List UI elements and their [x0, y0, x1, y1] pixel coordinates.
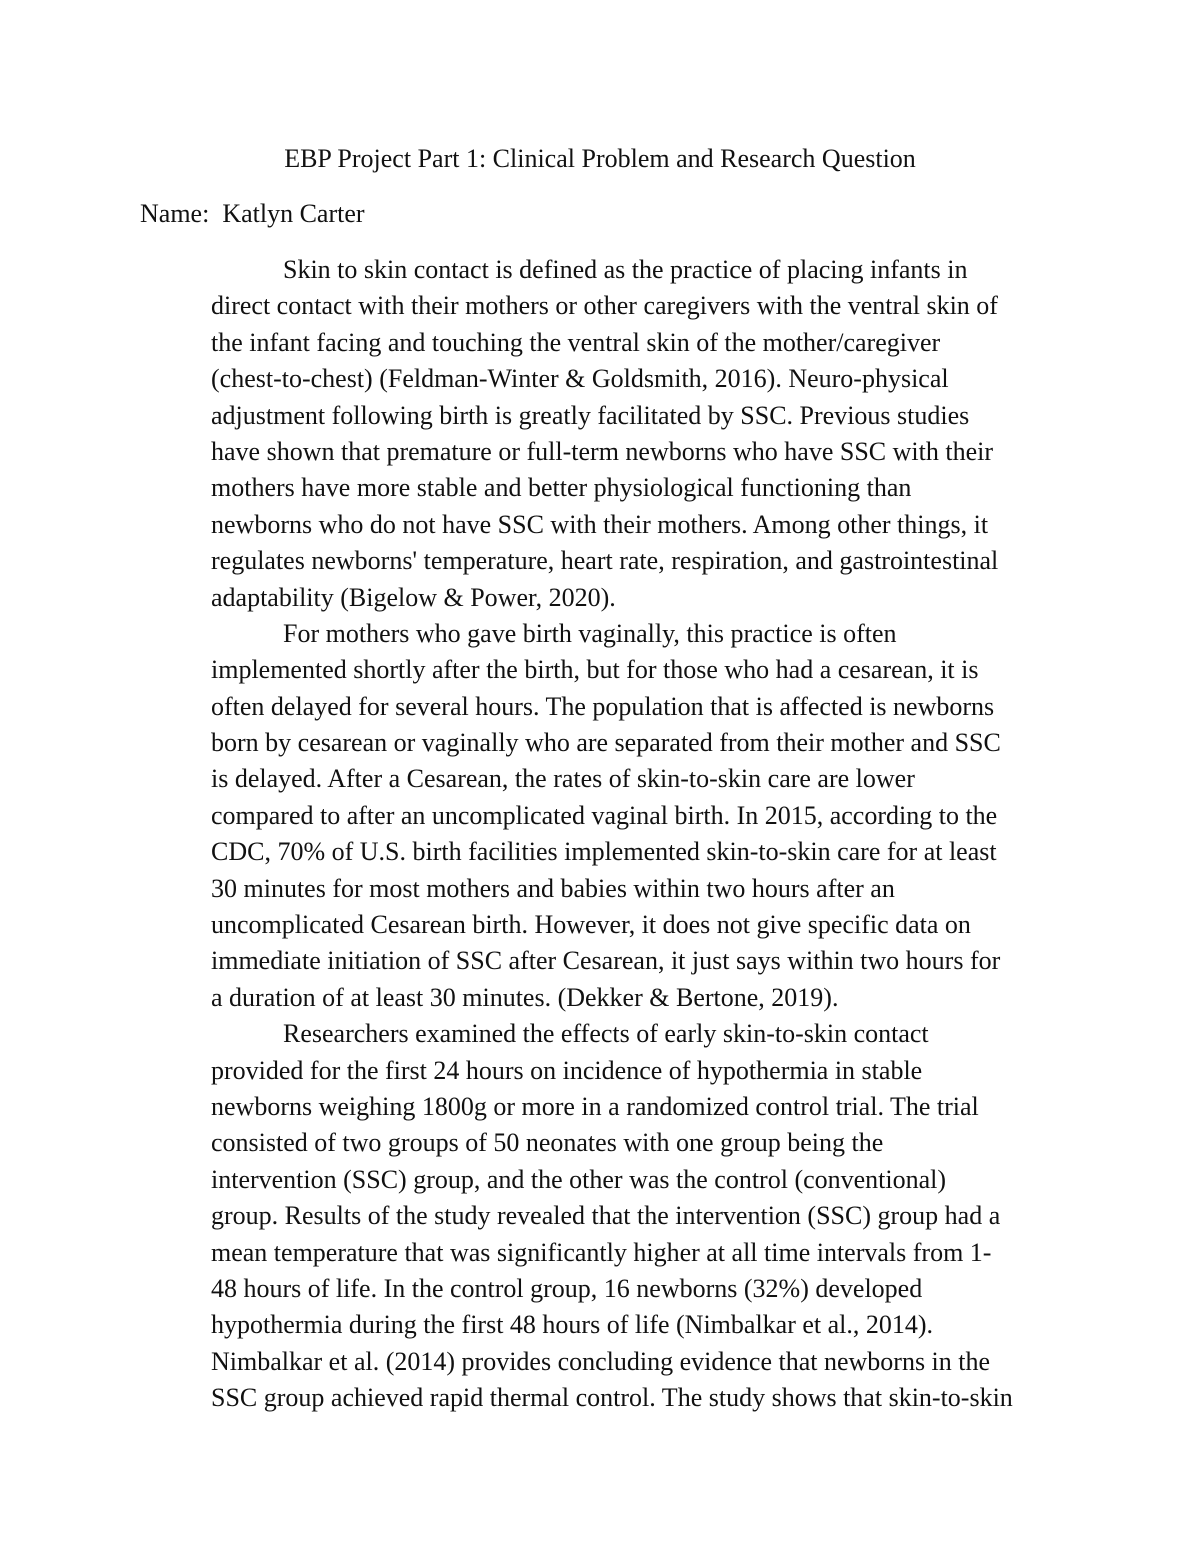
text-line: SSC group achieved rapid thermal control. The study shows that skin-to-skin [211, 1383, 1013, 1413]
text-line: immediate initiation of SSC after Cesarean, it just says within two hours for [211, 946, 1001, 976]
text-line: intervention (SSC) group, and the other was the control (conventional) [211, 1164, 947, 1194]
text-line: mothers have more stable and better physiological functioning than [211, 473, 912, 503]
body-text [211, 252, 1071, 1417]
text-line: hypothermia during the first 48 hours of life (Nimbalkar et al., 2014). [211, 1310, 934, 1340]
text-line: group. Results of the study revealed that the intervention (SSC) group had a [211, 1201, 1001, 1231]
text-line: Researchers examined the effects of early skin-to-skin contact [283, 1019, 929, 1049]
text-line: mean temperature that was significantly higher at all time intervals from 1- [211, 1237, 992, 1267]
text-line: direct contact with their mothers or other caregivers with the ventral skin of [211, 291, 998, 321]
text-line: born by cesarean or vaginally who are separated from their mother and SSC [211, 728, 1001, 758]
text-line: Skin to skin contact is defined as the practice of placing infants in [283, 255, 968, 284]
text-line: uncomplicated Cesarean birth. However, it does not give specific data on [211, 910, 971, 940]
document-title: EBP Project Part 1: Clinical Problem and Research Question [284, 144, 916, 173]
text-line: 30 minutes for most mothers and babies within two hours after an [211, 873, 895, 903]
text-line: often delayed for several hours. The population that is affected is newborns [211, 691, 995, 721]
text-line: For mothers who gave birth vaginally, this practice is often [283, 618, 897, 648]
text-line: provided for the first 24 hours on incidence of hypothermia in stable [211, 1055, 923, 1085]
text-line: consisted of two groups of 50 neonates with one group being the [211, 1128, 884, 1158]
text-line: newborns weighing 1800g or more in a randomized control trial. The trial [211, 1091, 979, 1121]
text-line: adjustment following birth is greatly facilitated by SSC. Previous studies [211, 400, 970, 430]
text-line: adaptability (Bigelow & Power, 2020). [211, 582, 616, 612]
text-line: the infant facing and touching the ventral skin of the mother/caregiver [211, 327, 941, 357]
author-name: Katlyn Carter [222, 199, 365, 228]
text-line: implemented shortly after the birth, but for those who had a cesarean, it is [211, 655, 979, 685]
text-line: have shown that premature or full-term newborns who have SSC with their [211, 436, 993, 466]
text-line: regulates newborns' temperature, heart rate, respiration, and gastrointestinal [211, 546, 999, 576]
text-line: Nimbalkar et al. (2014) provides concluding evidence that newborns in the [211, 1346, 991, 1376]
text-line: (chest-to-chest) (Feldman-Winter & Goldsmith, 2016). Neuro-physical [211, 364, 949, 394]
text-line: 48 hours of life. In the control group, 16 newborns (32%) developed [211, 1273, 923, 1303]
author-line [140, 196, 365, 232]
text-line: compared to after an uncomplicated vaginal birth. In 2015, according to the [211, 800, 998, 830]
text-line: is delayed. After a Cesarean, the rates of skin-to-skin care are lower [211, 764, 915, 794]
text-line: newborns who do not have SSC with their mothers. Among other things, it [211, 509, 989, 539]
text-line: CDC, 70% of U.S. birth facilities implemented skin-to-skin care for at least [211, 837, 997, 867]
text-line: a duration of at least 30 minutes. (Dekker & Bertone, 2019). [211, 982, 839, 1012]
name-label: Name: [140, 199, 210, 228]
